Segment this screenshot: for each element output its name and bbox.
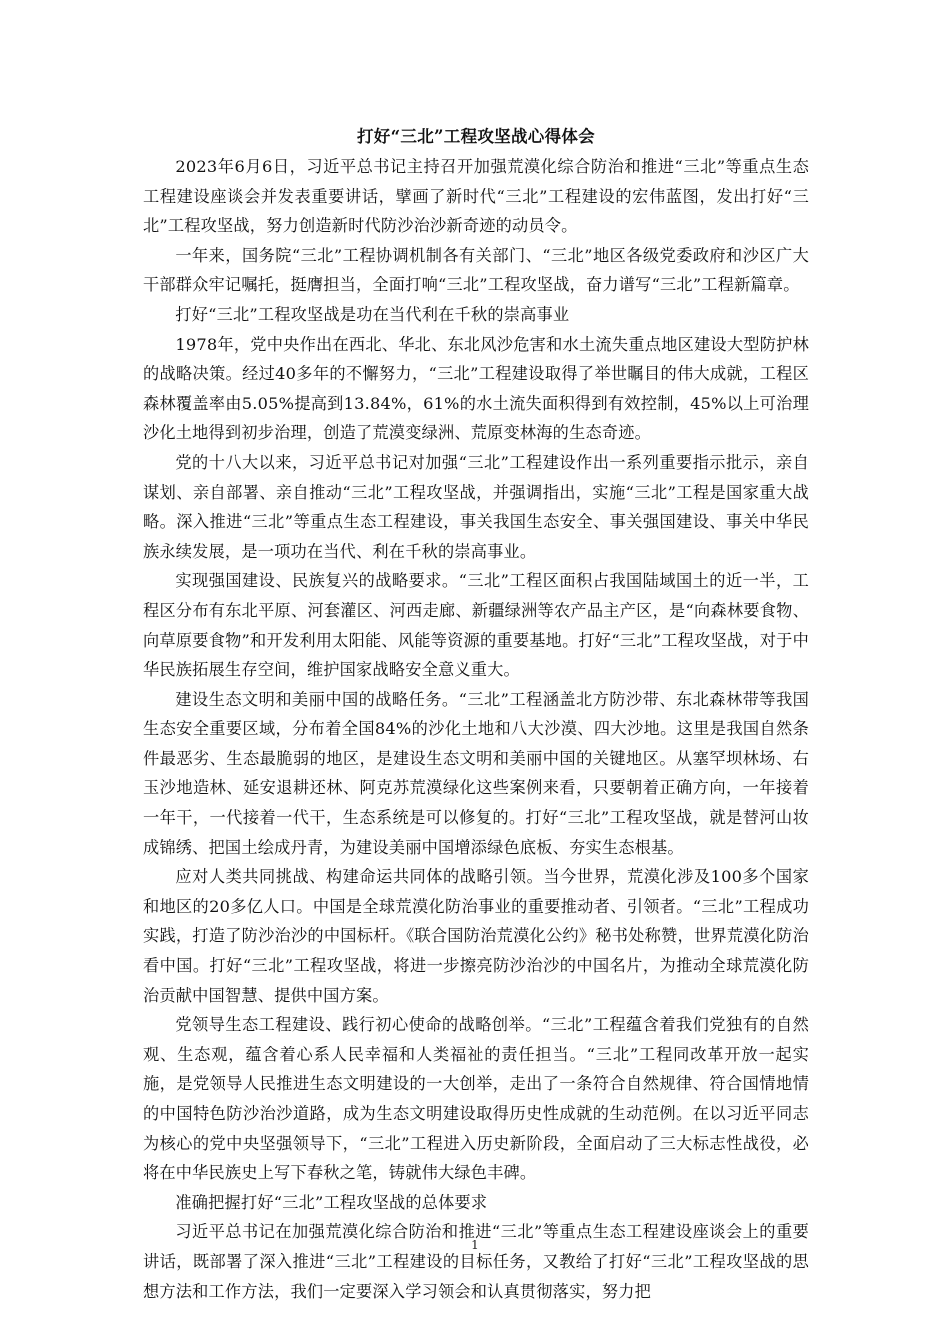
paragraph-strong-nation: 实现强国建设、民族复兴的战略要求。“三北”工程区面积占我国陆域国土的近一半，工程区分布有东北平原、河套灌区、河西走廊、新疆绿洲等农产品主产区，是“向森林要食物、向草原要食物”和开发利用太阳能、风能等资源的重要基地。打好“三北”工程攻坚战，对于中华民族拓展生存空间，维护国家战略安全意义重大。 xyxy=(143,571,809,680)
paragraph-1978: 1978年，党中央作出在西北、华北、东北风沙危害和水土流失重点地区建设大型防护林的战略决策。经过40多年的不懈努力，“三北”工程建设取得了举世瞩目的伟大成就，工程区森林覆盖率由5.05%提高到13.84%，61%的水土流失面积得到有效控制，45%以上可治理沙化土地得到初步治理，创造了荒漠变绿洲、荒原变林海的生态奇迹。 xyxy=(143,334,809,443)
paragraph-ecological-civilization: 建设生态文明和美丽中国的战略任务。“三北”工程涵盖北方防沙带、东北森林带等我国生态安全重要区域，分布着全国84%的沙化土地和八大沙漠、四大沙地。这里是我国自然条件最恶劣、生态最脆弱的地区，是建设生态文明和美丽中国的关键地区。从塞罕坝林场、右玉沙地造林、延安退耕还林、阿克苏荒漠绿化这些案例来看，只要朝着正确方向，一年接着一年干，一代接着一代干，生态系统是可以修复的。打好“三北”工程攻坚战，就是替河山妆成锦绣、把国土绘成丹青，为建设美丽中国增添绿色底板、夯实生态根基。 xyxy=(143,689,809,857)
section-heading-overall-requirements: 准确把握打好“三北”工程攻坚战的总体要求 xyxy=(175,1192,488,1212)
paragraph-intro: 2023年6月6日，习近平总书记主持召开加强荒漠化综合防治和推进“三北”等重点生态工程建设座谈会并发表重要讲话，擘画了新时代“三北”工程建设的宏伟蓝图，发出打好“三北”工程攻坚战，努力创造新时代防沙治沙新奇迹的动员令。 xyxy=(143,157,809,236)
paragraph-one-year: 一年来，国务院“三北”工程协调机制各有关部门、“三北”地区各级党委政府和沙区广大干部群众牢记嘱托，挺膺担当，全面打响“三北”工程攻坚战，奋力谱写“三北”工程新篇章。 xyxy=(143,245,809,295)
paragraph-speech: 习近平总书记在加强荒漠化综合防治和推进“三北”等重点生态工程建设座谈会上的重要讲话，既部署了深入推进“三北”工程建设的目标任务，又教给了打好“三北”工程攻坚战的思想方法和工作方法，我们一定要深入学习领会和认真贯彻落实，努力把 xyxy=(143,1222,809,1301)
section-heading-noble-cause: 打好“三北”工程攻坚战是功在当代利在千秋的崇高事业 xyxy=(175,304,570,324)
page-number: 1 xyxy=(471,1238,479,1252)
paragraph-global-challenge: 应对人类共同挑战、构建命运共同体的战略引领。当今世界，荒漠化涉及100多个国家和地区的20多亿人口。中国是全球荒漠化防治事业的重要推动者、引领者。“三北”工程成功实践，打造了防沙治沙的中国标杆。《联合国防治荒漠化公约》秘书处称赞，世界荒漠化防治看中国。打好“三北”工程攻坚战，将进一步擦亮防沙治沙的中国名片，为推动全球荒漠化防治贡献中国智慧、提供中国方案。 xyxy=(143,867,809,1005)
document-body xyxy=(143,122,809,1306)
document-title: 打好“三北”工程攻坚战心得体会 xyxy=(357,127,595,146)
paragraph-party-leadership: 党领导生态工程建设、践行初心使命的战略创举。“三北”工程蕴含着我们党独有的自然观、生态观，蕴含着心系人民幸福和人类福祉的责任担当。“三北”工程同改革开放一起实施，是党领导人民推进生态文明建设的一大创举，走出了一条符合自然规律、符合国情地情的中国特色防沙治沙道路，成为生态文明建设取得历史性成就的生动范例。在以习近平同志为核心的党中央坚强领导下，“三北”工程进入历史新阶段，全面启动了三大标志性战役，必将在中华民族史上写下春秋之笔，铸就伟大绿色丰碑。 xyxy=(143,1015,809,1183)
paragraph-eighteenth-congress: 党的十八大以来，习近平总书记对加强“三北”工程建设作出一系列重要指示批示，亲自谋划、亲自部署、亲自推动“三北”工程攻坚战，并强调指出，实施“三北”工程是国家重大战略。深入推进“三北”等重点生态工程建设，事关我国生态安全、事关强国建设、事关中华民族永续发展，是一项功在当代、利在千秋的崇高事业。 xyxy=(143,452,809,561)
